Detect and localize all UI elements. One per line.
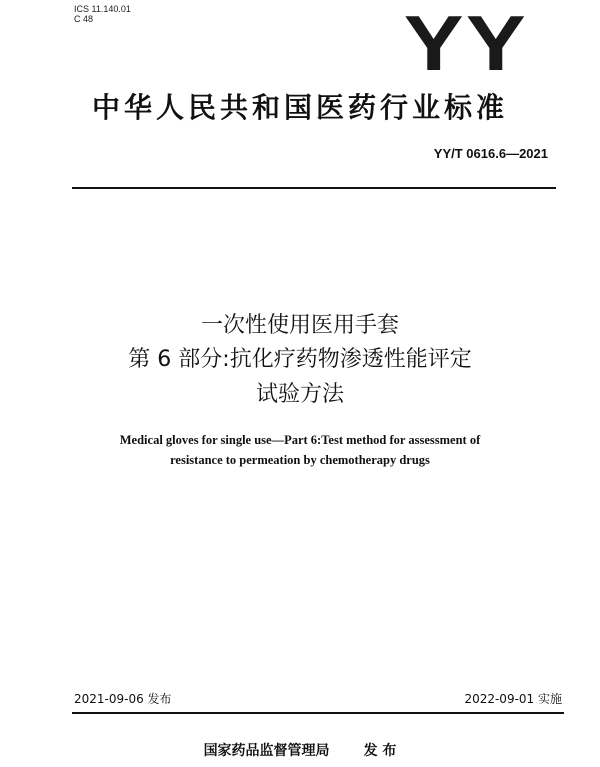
yy-logo: YY — [403, 0, 528, 87]
issuer-line — [0, 740, 600, 760]
implement-date: 2022-09-01 实施 — [464, 692, 562, 706]
issue-label: 发 布 — [363, 743, 397, 759]
standard-number: YY/T 0616.6—2021 — [433, 146, 548, 161]
title-en-line2: resistance to permeation by chemotherapy drugs — [170, 453, 430, 467]
title-cn-line2: 第 6 部分:抗化疗药物渗透性能评定 — [128, 347, 472, 372]
ccs-code: C 48 — [74, 14, 94, 24]
ics-code: ICS 11.140.01 — [74, 4, 131, 14]
title-cn-line1: 一次性使用医用手套 — [200, 313, 399, 338]
title-cn-line3: 试验方法 — [255, 382, 344, 407]
header-divider — [72, 187, 556, 189]
footer-divider — [72, 712, 564, 714]
standard-category-title: 中华人民共和国医药行业标准 — [91, 91, 508, 124]
issuer-name: 国家药品监督管理局 — [203, 743, 330, 759]
title-en-line1: Medical gloves for single use—Part 6:Test method for assessment of — [119, 433, 481, 447]
publish-date: 2021-09-06 发布 — [74, 692, 172, 706]
